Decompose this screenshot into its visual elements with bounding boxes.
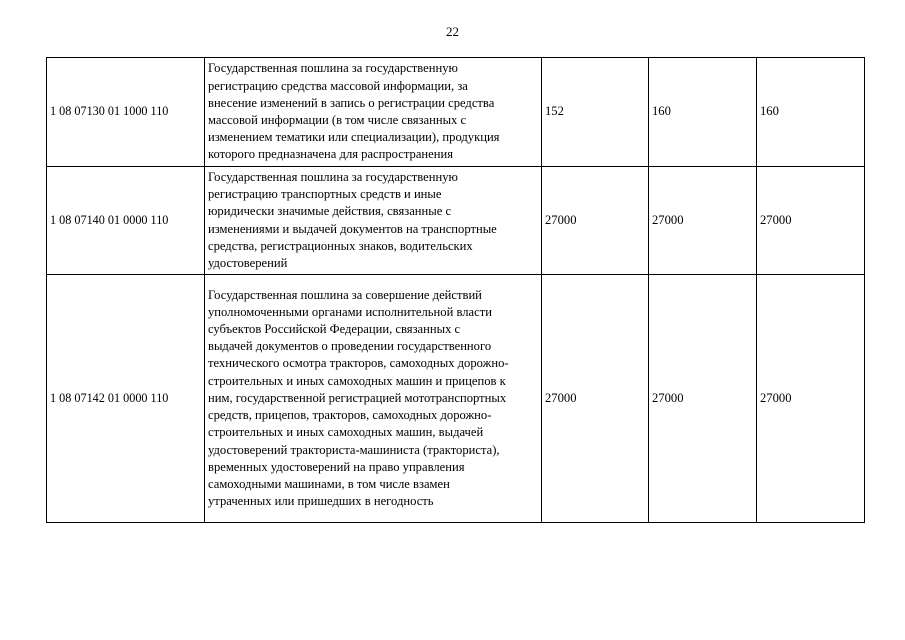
fee-description <box>205 275 542 523</box>
description-line: регистрацию транспортных средств и иные <box>208 187 442 202</box>
table-row <box>47 58 865 167</box>
value-year-3: 27000 <box>757 167 865 275</box>
description-line: самоходными машинами, в том числе взамен <box>208 476 450 491</box>
description-line: юридически значимые действия, связанные с <box>208 204 452 219</box>
value-year-1: 152 <box>542 58 649 167</box>
description-line: внесение изменений в запись о регистрации средства <box>208 95 495 110</box>
value-year-1: 27000 <box>542 275 649 523</box>
page-number: 22 <box>446 24 459 39</box>
description-line: Государственная пошлина за государственную <box>208 169 458 184</box>
description-line: удостоверений тракториста-машиниста (тракториста), <box>208 442 500 457</box>
description-line: временных удостоверений на право управления <box>208 459 465 474</box>
description-line: утраченных или пришедших в негодность <box>208 494 434 509</box>
description-line: средств, прицепов, тракторов, самоходных дорожно- <box>208 408 492 423</box>
value-year-1: 27000 <box>542 167 649 275</box>
value-year-3: 27000 <box>757 275 865 523</box>
description-line: строительных и иных самоходных машин, выдачей <box>208 425 484 440</box>
description-line: массовой информации (в том числе связанных с <box>208 113 467 127</box>
description-line: Государственная пошлина за государственную <box>208 61 458 76</box>
table-row <box>47 167 865 275</box>
value-year-2: 160 <box>649 58 757 167</box>
description-line: удостоверений <box>208 255 288 270</box>
fee-table <box>46 57 865 523</box>
fee-description <box>205 58 542 167</box>
value-year-3: 160 <box>757 58 865 167</box>
description-line: субъектов Российской Федерации, связанных с <box>208 322 461 337</box>
table-row <box>47 275 865 523</box>
budget-code: 1 08 07130 01 1000 110 <box>47 58 205 167</box>
description-line: изменением тематики или специализации), продукция <box>208 130 500 145</box>
description-line: строительных и иных самоходных машин и прицепов к <box>208 373 506 388</box>
description-line: технического осмотра тракторов, самоходных дорожно- <box>208 356 509 371</box>
description-line: средства, регистрационных знаков, водительских <box>208 238 473 253</box>
description-line: изменениями и выдачей документов на транспортные <box>208 221 497 236</box>
description-line: регистрацию средства массовой информации, за <box>208 78 468 93</box>
value-year-2: 27000 <box>649 167 757 275</box>
description-line: ним, государственной регистрацией мототранспортных <box>208 390 507 405</box>
budget-code: 1 08 07142 01 0000 110 <box>47 275 205 523</box>
value-year-2: 27000 <box>649 275 757 523</box>
fee-description <box>205 167 542 275</box>
description-line: Государственная пошлина за совершение действий <box>208 287 482 302</box>
budget-code: 1 08 07140 01 0000 110 <box>47 167 205 275</box>
description-line: выдачей документов о проведении государственного <box>208 339 492 354</box>
description-line: уполномоченными органами исполнительной власти <box>208 304 492 319</box>
description-line: которого предназначена для распространения <box>208 147 454 162</box>
